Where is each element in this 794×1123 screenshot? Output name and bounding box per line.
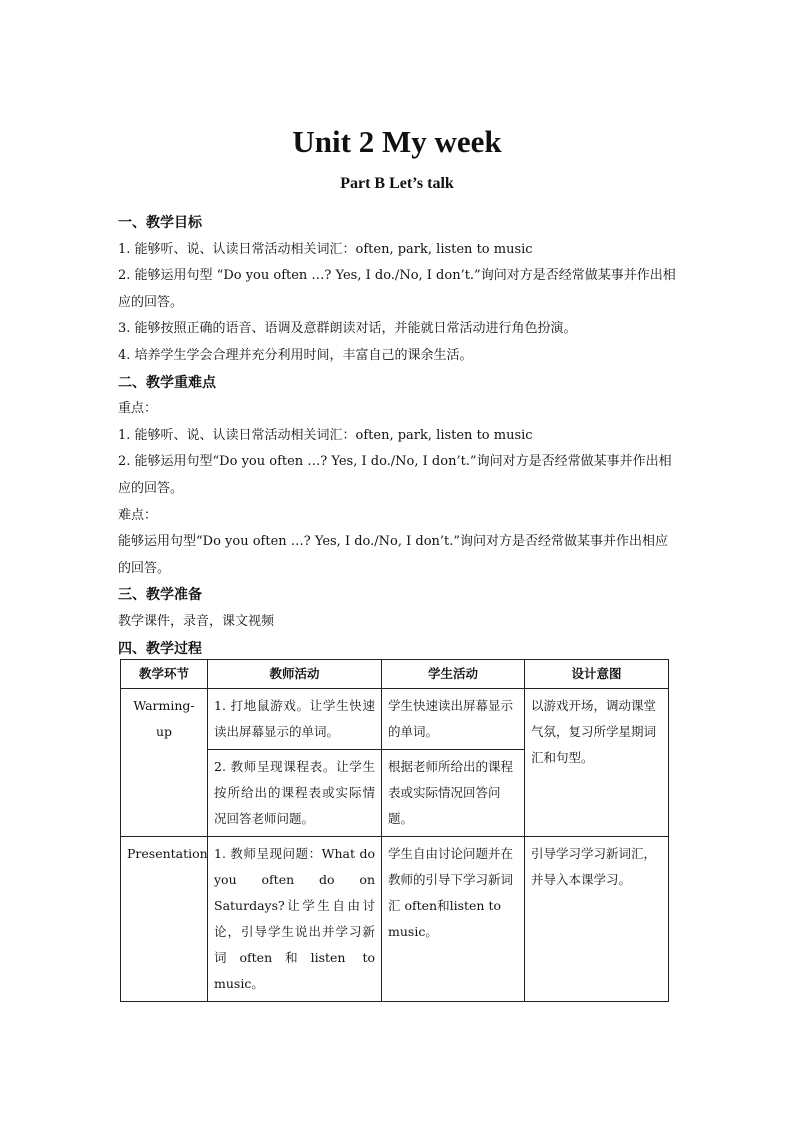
section-heading-key-points: 二、教学重难点 bbox=[118, 374, 216, 391]
teacher-activity-cell: 1. 教师呈现问题：What do you often do on Saturdays?让学生自由讨论，引导学生说出并学习新词often和listen to music。 bbox=[208, 837, 382, 1002]
design-intent-cell: 以游戏开场，调动课堂气氛，复习所学星期词汇和句型。 bbox=[525, 689, 669, 837]
teacher-activity-cell: 1. 打地鼠游戏。让学生快速读出屏幕显示的单词。 bbox=[208, 689, 382, 750]
difficult-points-label: 难点： bbox=[118, 507, 158, 523]
header-student-activity: 学生活动 bbox=[382, 660, 525, 689]
design-intent-cell: 引导学习学习新词汇，并导入本课学习。 bbox=[525, 837, 669, 1002]
stage-cell: Warming-up bbox=[121, 689, 208, 837]
section-heading-preparation: 三、教学准备 bbox=[118, 587, 202, 604]
key-point-item: 2. 能够运用句型“Do you often …? Yes, I do./No, I don’t.”询问对方是否经常做某事并作出相应的回答。 bbox=[118, 454, 672, 496]
table-row bbox=[121, 837, 669, 1002]
teacher-activity-cell: 2. 教师呈现课程表。让学生按所给出的课程表或实际情况回答老师问题。 bbox=[208, 750, 382, 837]
header-teacher-activity: 教师活动 bbox=[208, 660, 382, 689]
document-body bbox=[118, 210, 678, 662]
key-point-item: 1. 能够听、说、认读日常活动相关词汇：often, park, listen to music bbox=[118, 427, 533, 443]
header-stage: 教学环节 bbox=[121, 660, 208, 689]
section-heading-objectives: 一、教学目标 bbox=[118, 215, 202, 231]
student-activity-cell: 学生快速读出屏幕显示的单词。 bbox=[382, 689, 525, 750]
table-row bbox=[121, 689, 669, 750]
header-design-intent: 设计意图 bbox=[525, 660, 669, 689]
table-header-row bbox=[121, 660, 669, 689]
section-heading-process: 四、教学过程 bbox=[118, 640, 202, 657]
objective-item: 1. 能够听、说、认读日常活动相关词汇：often, park, listen to music bbox=[118, 241, 533, 257]
student-activity-cell: 学生自由讨论问题并在教师的引导下学习新词汇 often和listen to music。 bbox=[382, 837, 525, 1002]
document-title: Unit 2 My week bbox=[292, 124, 502, 159]
objective-item: 4. 培养学生学会合理并充分利用时间，丰富自己的课余生活。 bbox=[118, 347, 473, 363]
key-points-label: 重点： bbox=[118, 401, 158, 417]
objective-item: 2. 能够运用句型 “Do you often …? Yes, I do./No, I don’t.”询问对方是否经常做某事并作出相应的回答。 bbox=[118, 268, 676, 310]
teaching-process-table bbox=[120, 659, 669, 1002]
stage-cell: Presentation bbox=[121, 837, 208, 1002]
preparation-text: 教学课件，录音，课文视频 bbox=[118, 613, 275, 629]
document-subtitle: Part B Let’s talk bbox=[340, 175, 454, 192]
student-activity-cell: 根据老师所给出的课程表或实际情况回答问题。 bbox=[382, 750, 525, 837]
difficult-point-text: 能够运用句型“Do you often …? Yes, I do./No, I don’t.”询问对方是否经常做某事并作出相应的回答。 bbox=[118, 534, 669, 576]
objective-item: 3. 能够按照正确的语音、语调及意群朗读对话，并能就日常活动进行角色扮演。 bbox=[118, 321, 577, 337]
